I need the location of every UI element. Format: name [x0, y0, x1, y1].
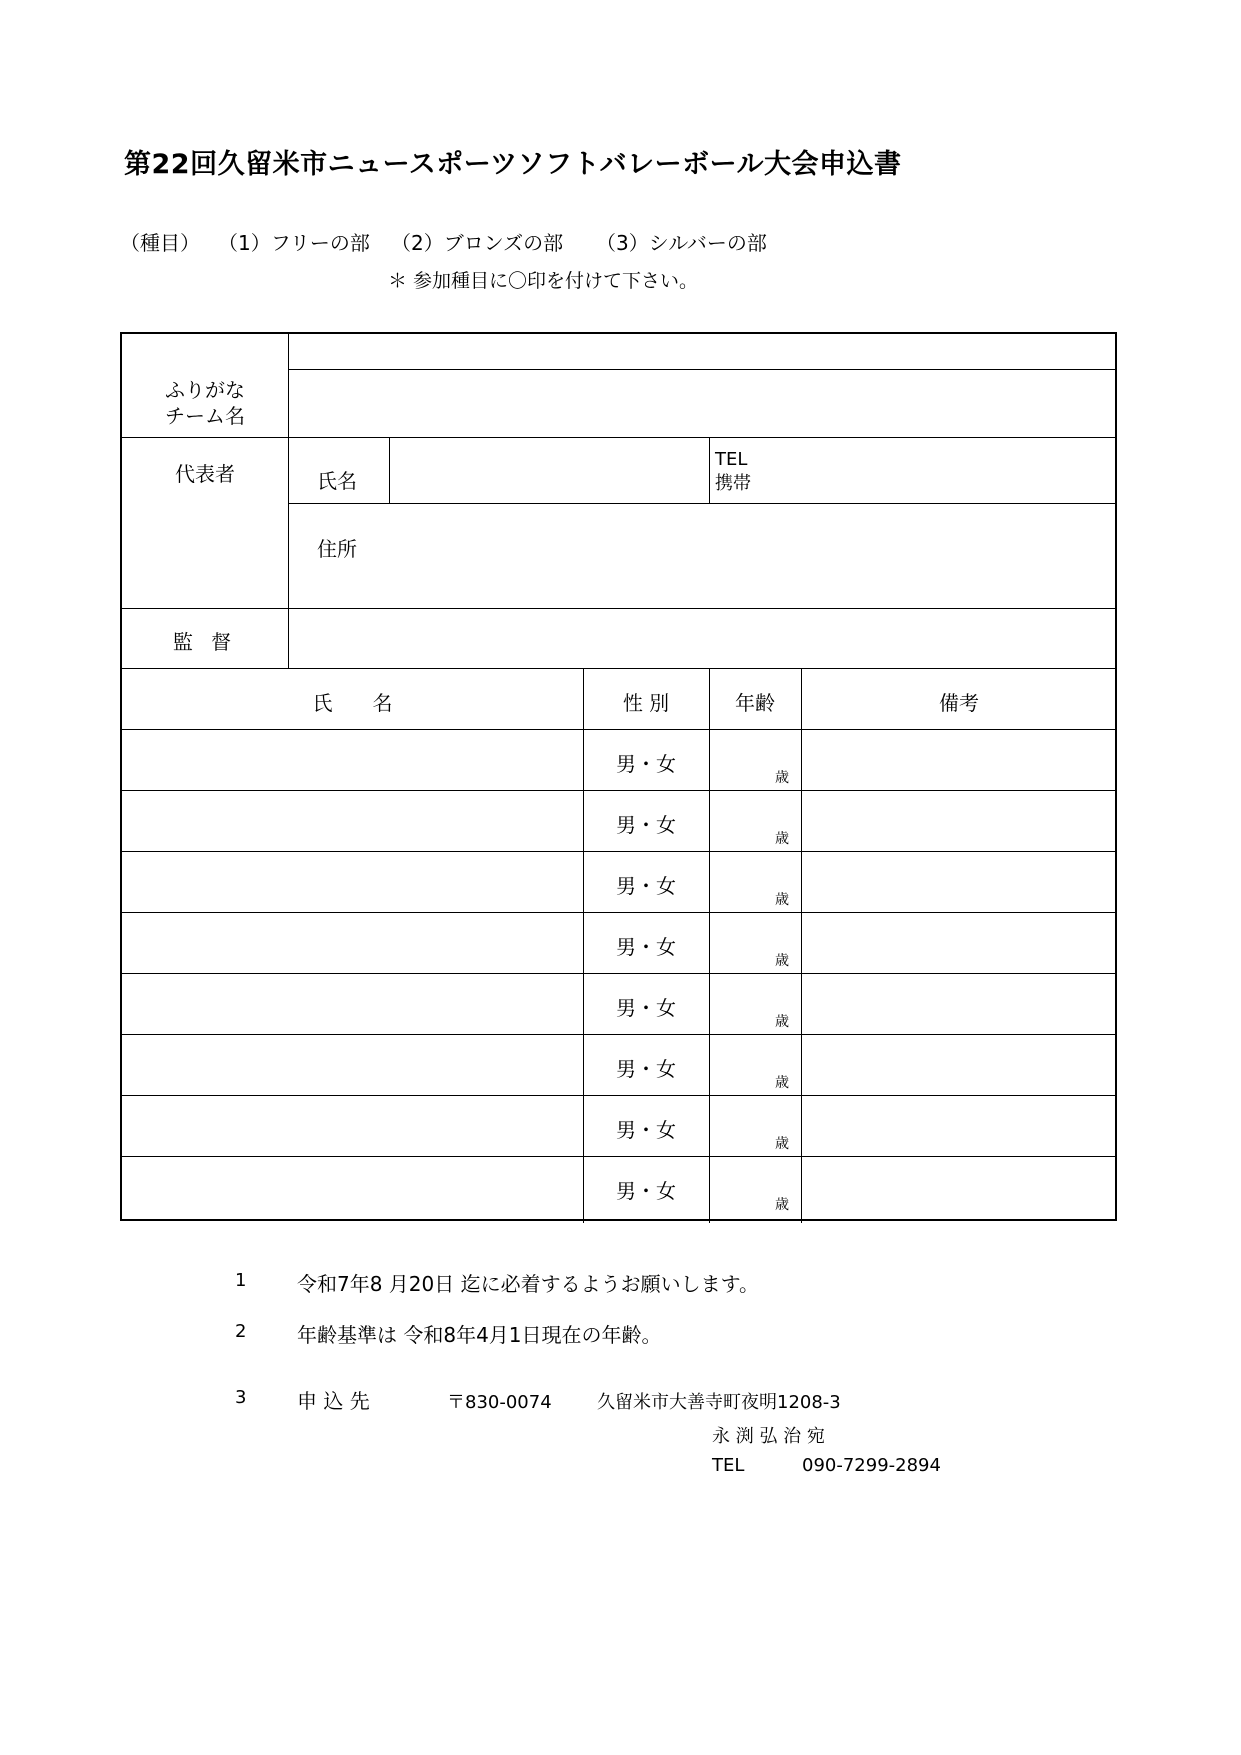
- gender-option-2: 男・女: [616, 813, 676, 837]
- rep-row-line: [122, 608, 1115, 609]
- member-age-header: 年齢: [735, 691, 775, 715]
- document-title: 第22回久留米市ニュースポーツソフトバレーボール大会申込書: [124, 149, 902, 180]
- age-unit-1: 歳: [775, 770, 789, 786]
- gender-option-5: 男・女: [616, 996, 676, 1020]
- contact-tel: 090-7299-2894: [802, 1455, 941, 1476]
- member-line-4: [122, 973, 1115, 974]
- category-free: （1）フリーの部: [218, 231, 370, 255]
- gender-option-4: 男・女: [616, 935, 676, 959]
- application-form-table: [120, 332, 1117, 1221]
- age-unit-4: 歳: [775, 953, 789, 969]
- note-number-1: 1: [235, 1270, 247, 1291]
- gender-option-6: 男・女: [616, 1057, 676, 1081]
- rep-name-line: [288, 503, 1115, 504]
- age-unit-2: 歳: [775, 831, 789, 847]
- furigana-label: ふりがな: [165, 378, 245, 402]
- note-number-2: 2: [235, 1321, 247, 1342]
- gender-option-1: 男・女: [616, 752, 676, 776]
- member-line-3: [122, 912, 1115, 913]
- member-line-1: [122, 790, 1115, 791]
- age-column-line: [709, 668, 710, 1223]
- member-line-5: [122, 1034, 1115, 1035]
- age-unit-7: 歳: [775, 1136, 789, 1152]
- contact-postal: 〒830-0074: [447, 1392, 552, 1413]
- age-unit-6: 歳: [775, 1075, 789, 1091]
- mobile-label: 携帯: [715, 473, 751, 494]
- coach-label: 監 督: [172, 630, 238, 654]
- representative-label: 代表者: [175, 462, 235, 486]
- tel-label: TEL: [715, 449, 748, 470]
- member-line-2: [122, 851, 1115, 852]
- member-name-header: 氏 名: [312, 691, 393, 715]
- member-gender-header: 性 別: [622, 691, 670, 715]
- contact-recipient: 永 渕 弘 治 宛: [712, 1426, 825, 1447]
- note-deadline: 令和7年8 月20日 迄に必着するようお願いします。: [297, 1272, 760, 1296]
- tel-divider-line: [709, 437, 710, 503]
- address-label: 住所: [317, 537, 357, 561]
- member-remarks-header: 備考: [939, 691, 979, 715]
- label-column-line: [288, 334, 289, 668]
- team-name-label: チーム名: [165, 404, 245, 428]
- member-line-6: [122, 1095, 1115, 1096]
- category-note: ＊ 参加種目に〇印を付けて下さい。: [388, 270, 699, 292]
- note-age-basis: 年齢基準は 令和8年4月1日現在の年齢。: [297, 1323, 662, 1347]
- age-unit-8: 歳: [775, 1197, 789, 1213]
- age-unit-5: 歳: [775, 1014, 789, 1030]
- header-row-line: [122, 729, 1115, 730]
- contact-address: 久留米市大善寺町夜明1208-3: [597, 1392, 841, 1413]
- category-label: （種目）: [120, 231, 200, 255]
- rep-name-label: 氏名: [317, 469, 357, 493]
- furigana-line: [288, 369, 1115, 370]
- member-line-7: [122, 1156, 1115, 1157]
- category-bronze: （2）ブロンズの部: [391, 231, 564, 255]
- note-number-3: 3: [235, 1387, 247, 1408]
- note-apply-to: 申 込 先: [297, 1389, 370, 1413]
- remarks-column-line: [801, 668, 802, 1223]
- gender-option-7: 男・女: [616, 1118, 676, 1142]
- name-label-line: [389, 437, 390, 503]
- team-row-line: [122, 437, 1115, 438]
- gender-option-3: 男・女: [616, 874, 676, 898]
- category-silver: （3）シルバーの部: [596, 231, 767, 255]
- gender-option-8: 男・女: [616, 1179, 676, 1203]
- age-unit-3: 歳: [775, 892, 789, 908]
- coach-row-line: [122, 668, 1115, 669]
- contact-tel-label: TEL: [712, 1455, 745, 1476]
